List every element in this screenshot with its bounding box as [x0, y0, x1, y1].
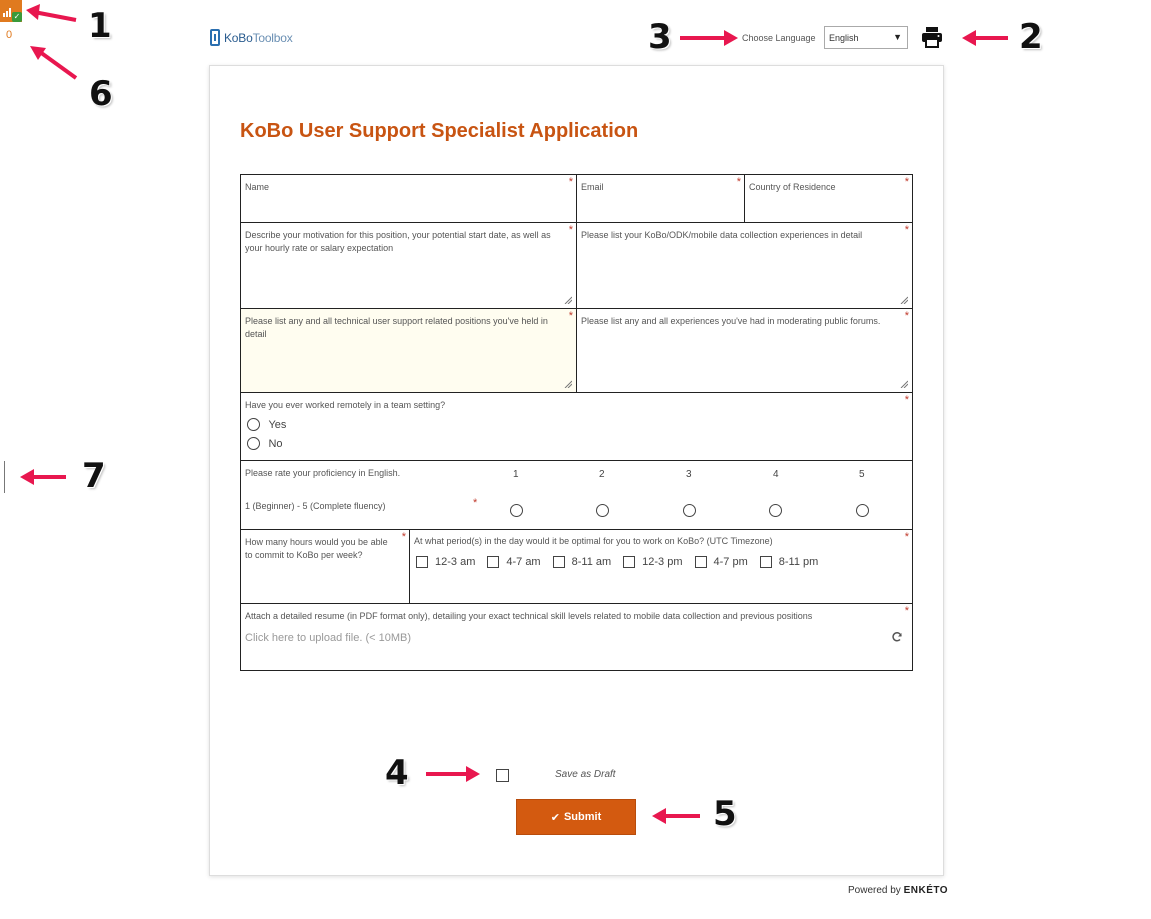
logo-text-toolbox: Toolbox [252, 30, 293, 45]
callout-number-4: 4 [385, 753, 409, 793]
required-asterisk: * [401, 531, 406, 543]
required-asterisk: * [904, 176, 909, 188]
period-option-4[interactable]: 12-3 pm [623, 553, 682, 570]
callout-number-1: 1 [88, 6, 112, 46]
upload-placeholder[interactable]: Click here to upload file. (< 10MB) [245, 632, 411, 644]
required-asterisk: * [568, 224, 573, 236]
submit-label: Submit [563, 811, 602, 823]
period-option-3[interactable]: 8-11 am [553, 553, 612, 570]
period-option-2[interactable]: 4-7 am [487, 553, 540, 570]
country-label: Country of Residence [749, 182, 836, 192]
remote-label: Have you ever worked remotely in a team setting? [245, 400, 446, 410]
period-option-5[interactable]: 4-7 pm [695, 553, 748, 570]
dropdown-caret-icon: ▼ [893, 32, 902, 42]
required-asterisk: * [736, 176, 741, 188]
required-asterisk: * [904, 224, 909, 236]
save-draft-label: Save as Draft [555, 769, 616, 780]
period-option-1[interactable]: 12-3 am [416, 553, 475, 570]
remote-option-no-label: No [268, 437, 283, 450]
hours-label: How many hours would you be able to commit to KoBo per week? [245, 537, 388, 560]
scale-label-3: 3 [686, 469, 692, 480]
required-asterisk: * [568, 310, 573, 322]
remote-option-yes-label: Yes [268, 418, 287, 431]
name-label: Name [245, 182, 270, 192]
required-asterisk: * [904, 531, 909, 543]
logo-text-kobo: KoBo [224, 30, 253, 45]
scale-label-1: 1 [513, 469, 519, 480]
required-asterisk: * [904, 310, 909, 322]
scale-label-5: 5 [859, 469, 865, 480]
required-asterisk: * [568, 176, 573, 188]
language-selected-value: English [829, 33, 859, 43]
scale-label-4: 4 [773, 469, 779, 480]
period-option-6[interactable]: 8-11 pm [760, 553, 819, 570]
required-asterisk: * [904, 394, 909, 406]
motivation-label: Describe your motivation for this position, your potential start date, as well as your hourly rate or salary expectation [245, 230, 551, 253]
callout-number-2: 2 [1019, 17, 1043, 57]
language-label: Choose Language [742, 33, 816, 43]
queue-count[interactable]: 0 [6, 29, 13, 41]
check-icon: ✔ [550, 811, 560, 824]
scale-label-2: 2 [599, 469, 605, 480]
enketo-logo-text: ENKÉTO [903, 885, 949, 896]
periods-label: At what period(s) in the day would it be optimal for you to work on KoBo? (UTC Timezone) [414, 536, 773, 546]
check-icon: ✓ [13, 12, 21, 21]
experience-label: Please list your KoBo/ODK/mobile data collection experiences in detail [581, 230, 863, 240]
support-positions-label: Please list any and all technical user support related positions you've held in detail [245, 316, 548, 339]
callout-number-7: 7 [82, 456, 106, 496]
callout-number-6: 6 [89, 74, 113, 114]
callout-number-5: 5 [713, 794, 737, 834]
moderating-label: Please list any and all experiences you've had in moderating public forums. [581, 316, 881, 326]
english-label: Please rate your proficiency in English. [245, 468, 401, 478]
required-asterisk: * [473, 497, 478, 509]
email-label: Email [581, 182, 604, 192]
resume-label: Attach a detailed resume (in PDF format only), detailing your exact technical skill levels related to mobile data collection and previous positions [245, 611, 813, 621]
english-row-label: 1 (Beginner) - 5 (Complete fluency) [245, 501, 386, 511]
required-asterisk: * [904, 605, 909, 617]
callout-number-3: 3 [648, 17, 672, 57]
form-title: KoBo User Support Specialist Application [240, 120, 639, 142]
powered-by-text: Powered by [848, 885, 901, 896]
